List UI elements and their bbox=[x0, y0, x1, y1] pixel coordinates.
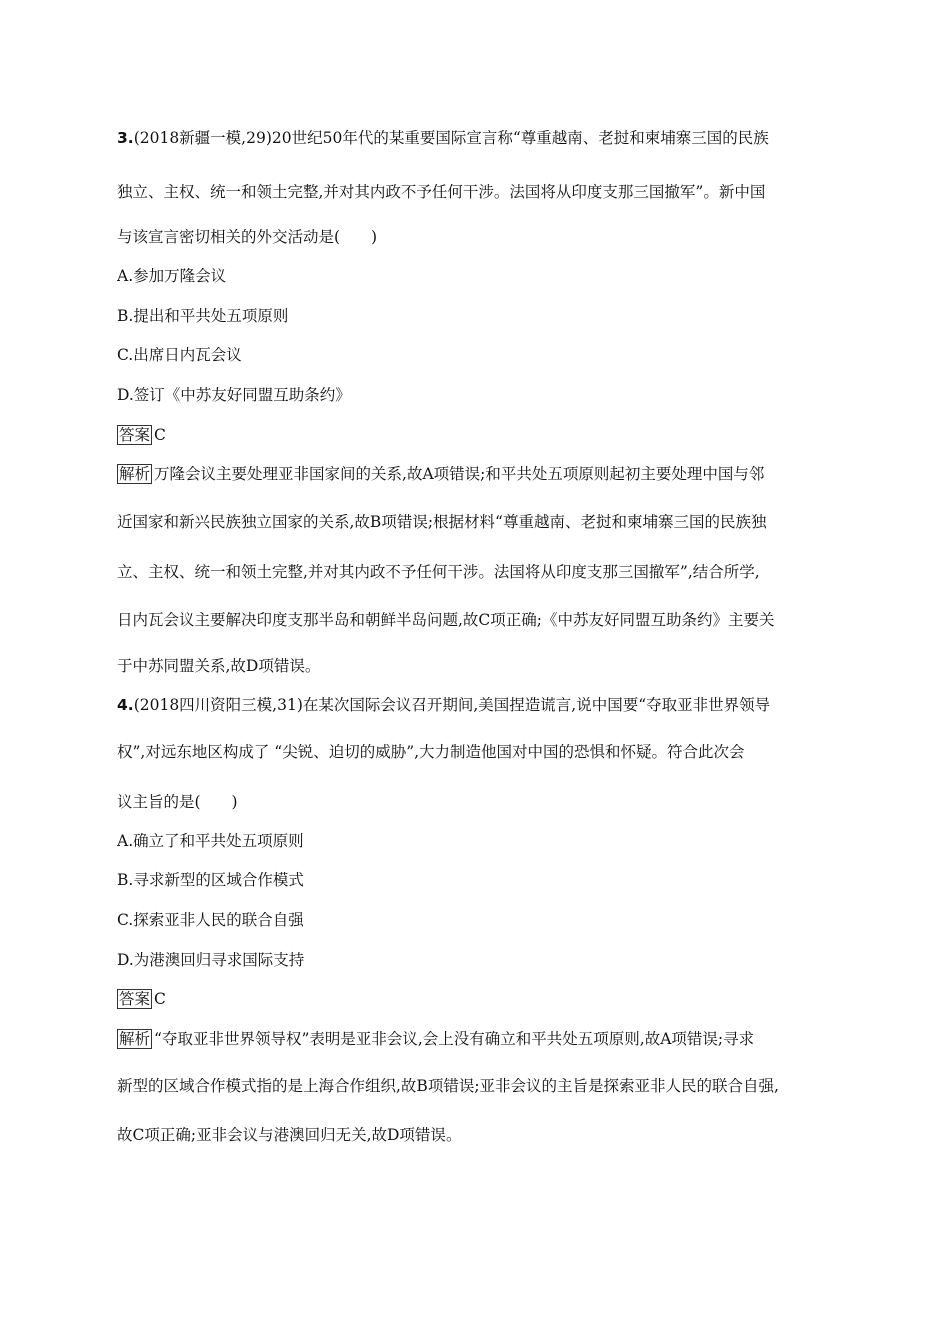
question-3-number: 3. bbox=[117, 129, 134, 147]
question-3-option-b: B.提出和平共处五项原则 bbox=[117, 307, 289, 325]
question-4-option-b: B.寻求新型的区域合作模式 bbox=[117, 871, 304, 889]
question-3-analysis-line-4: 日内瓦会议主要解决印度支那半岛和朝鲜半岛问题,故C项正确;《中苏友好同盟互助条约》主要关 bbox=[117, 611, 775, 629]
analysis-tag: 解析 bbox=[119, 1030, 151, 1048]
answer-tag: 答案 bbox=[119, 426, 151, 444]
question-4-stem-line-2: 权”,对远东地区构成了 “尖锐、迫切的威胁”,大力制造他国对中国的恐惧和怀疑。符合此次会 bbox=[117, 743, 745, 761]
question-4-analysis-line-1 bbox=[117, 1029, 837, 1049]
question-4-stem-text: (2018四川资阳三模,31)在某次国际会议召开期间,美国捏造谎言,说中国要“夺取亚非世界领导 bbox=[133, 696, 771, 714]
question-3-analysis-line-2: 近国家和新兴民族独立国家的关系,故B项错误;根据材料“尊重越南、老挝和柬埔寨三国的民族独 bbox=[117, 513, 767, 531]
question-4-answer bbox=[117, 989, 837, 1009]
question-4-stem-line-3: 议主旨的是( ) bbox=[117, 793, 238, 811]
question-4-option-a: A.确立了和平共处五项原则 bbox=[117, 832, 304, 850]
question-4-analysis-line-3: 故C项正确;亚非会议与港澳回归无关,故D项错误。 bbox=[117, 1126, 462, 1144]
question-4-option-c: C.探索亚非人民的联合自强 bbox=[117, 911, 304, 929]
answer-value: C bbox=[154, 990, 166, 1008]
analysis-text: 万隆会议主要处理亚非国家间的关系,故A项错误;和平共处五项原则起初主要处理中国与邻 bbox=[154, 465, 765, 483]
analysis-text: “夺取亚非世界领导权”表明是亚非会议,会上没有确立和平共处五项原则,故A项错误;寻求 bbox=[154, 1030, 755, 1048]
question-3-stem-line-3: 与该宣言密切相关的外交活动是( ) bbox=[117, 228, 378, 246]
question-3-stem-text: (2018新疆一模,29)20世纪50年代的某重要国际宣言称“尊重越南、老挝和柬埔寨三国的民族 bbox=[133, 129, 769, 147]
question-4-analysis-line-2: 新型的区域合作模式指的是上海合作组织,故B项错误;亚非会议的主旨是探索亚非人民的联合自强, bbox=[117, 1077, 779, 1095]
question-4-stem-line-1 bbox=[117, 695, 837, 715]
question-3-stem-line-2: 独立、主权、统一和领土完整,并对其内政不予任何干涉。法国将从印度支那三国撤军”。新中国 bbox=[117, 183, 766, 201]
question-3-option-a: A.参加万隆会议 bbox=[117, 267, 227, 285]
question-3-analysis-line-3: 立、主权、统一和领土完整,并对其内政不予任何干涉。法国将从印度支那三国撤军”,结合所学, bbox=[117, 563, 760, 581]
question-3-option-d: D.签订《中苏友好同盟互助条约》 bbox=[117, 386, 351, 404]
question-3-option-c: C.出席日内瓦会议 bbox=[117, 346, 242, 364]
question-4-option-d: D.为港澳回归寻求国际支持 bbox=[117, 951, 305, 969]
answer-tag: 答案 bbox=[119, 990, 151, 1008]
question-3-analysis-line-1 bbox=[117, 464, 837, 484]
question-3-analysis-line-5: 于中苏同盟关系,故D项错误。 bbox=[117, 657, 321, 675]
analysis-tag: 解析 bbox=[119, 465, 151, 483]
answer-value: C bbox=[154, 426, 166, 444]
question-3-stem-line-1 bbox=[117, 128, 837, 148]
question-4-number: 4. bbox=[117, 696, 134, 714]
question-3-answer bbox=[117, 425, 837, 445]
